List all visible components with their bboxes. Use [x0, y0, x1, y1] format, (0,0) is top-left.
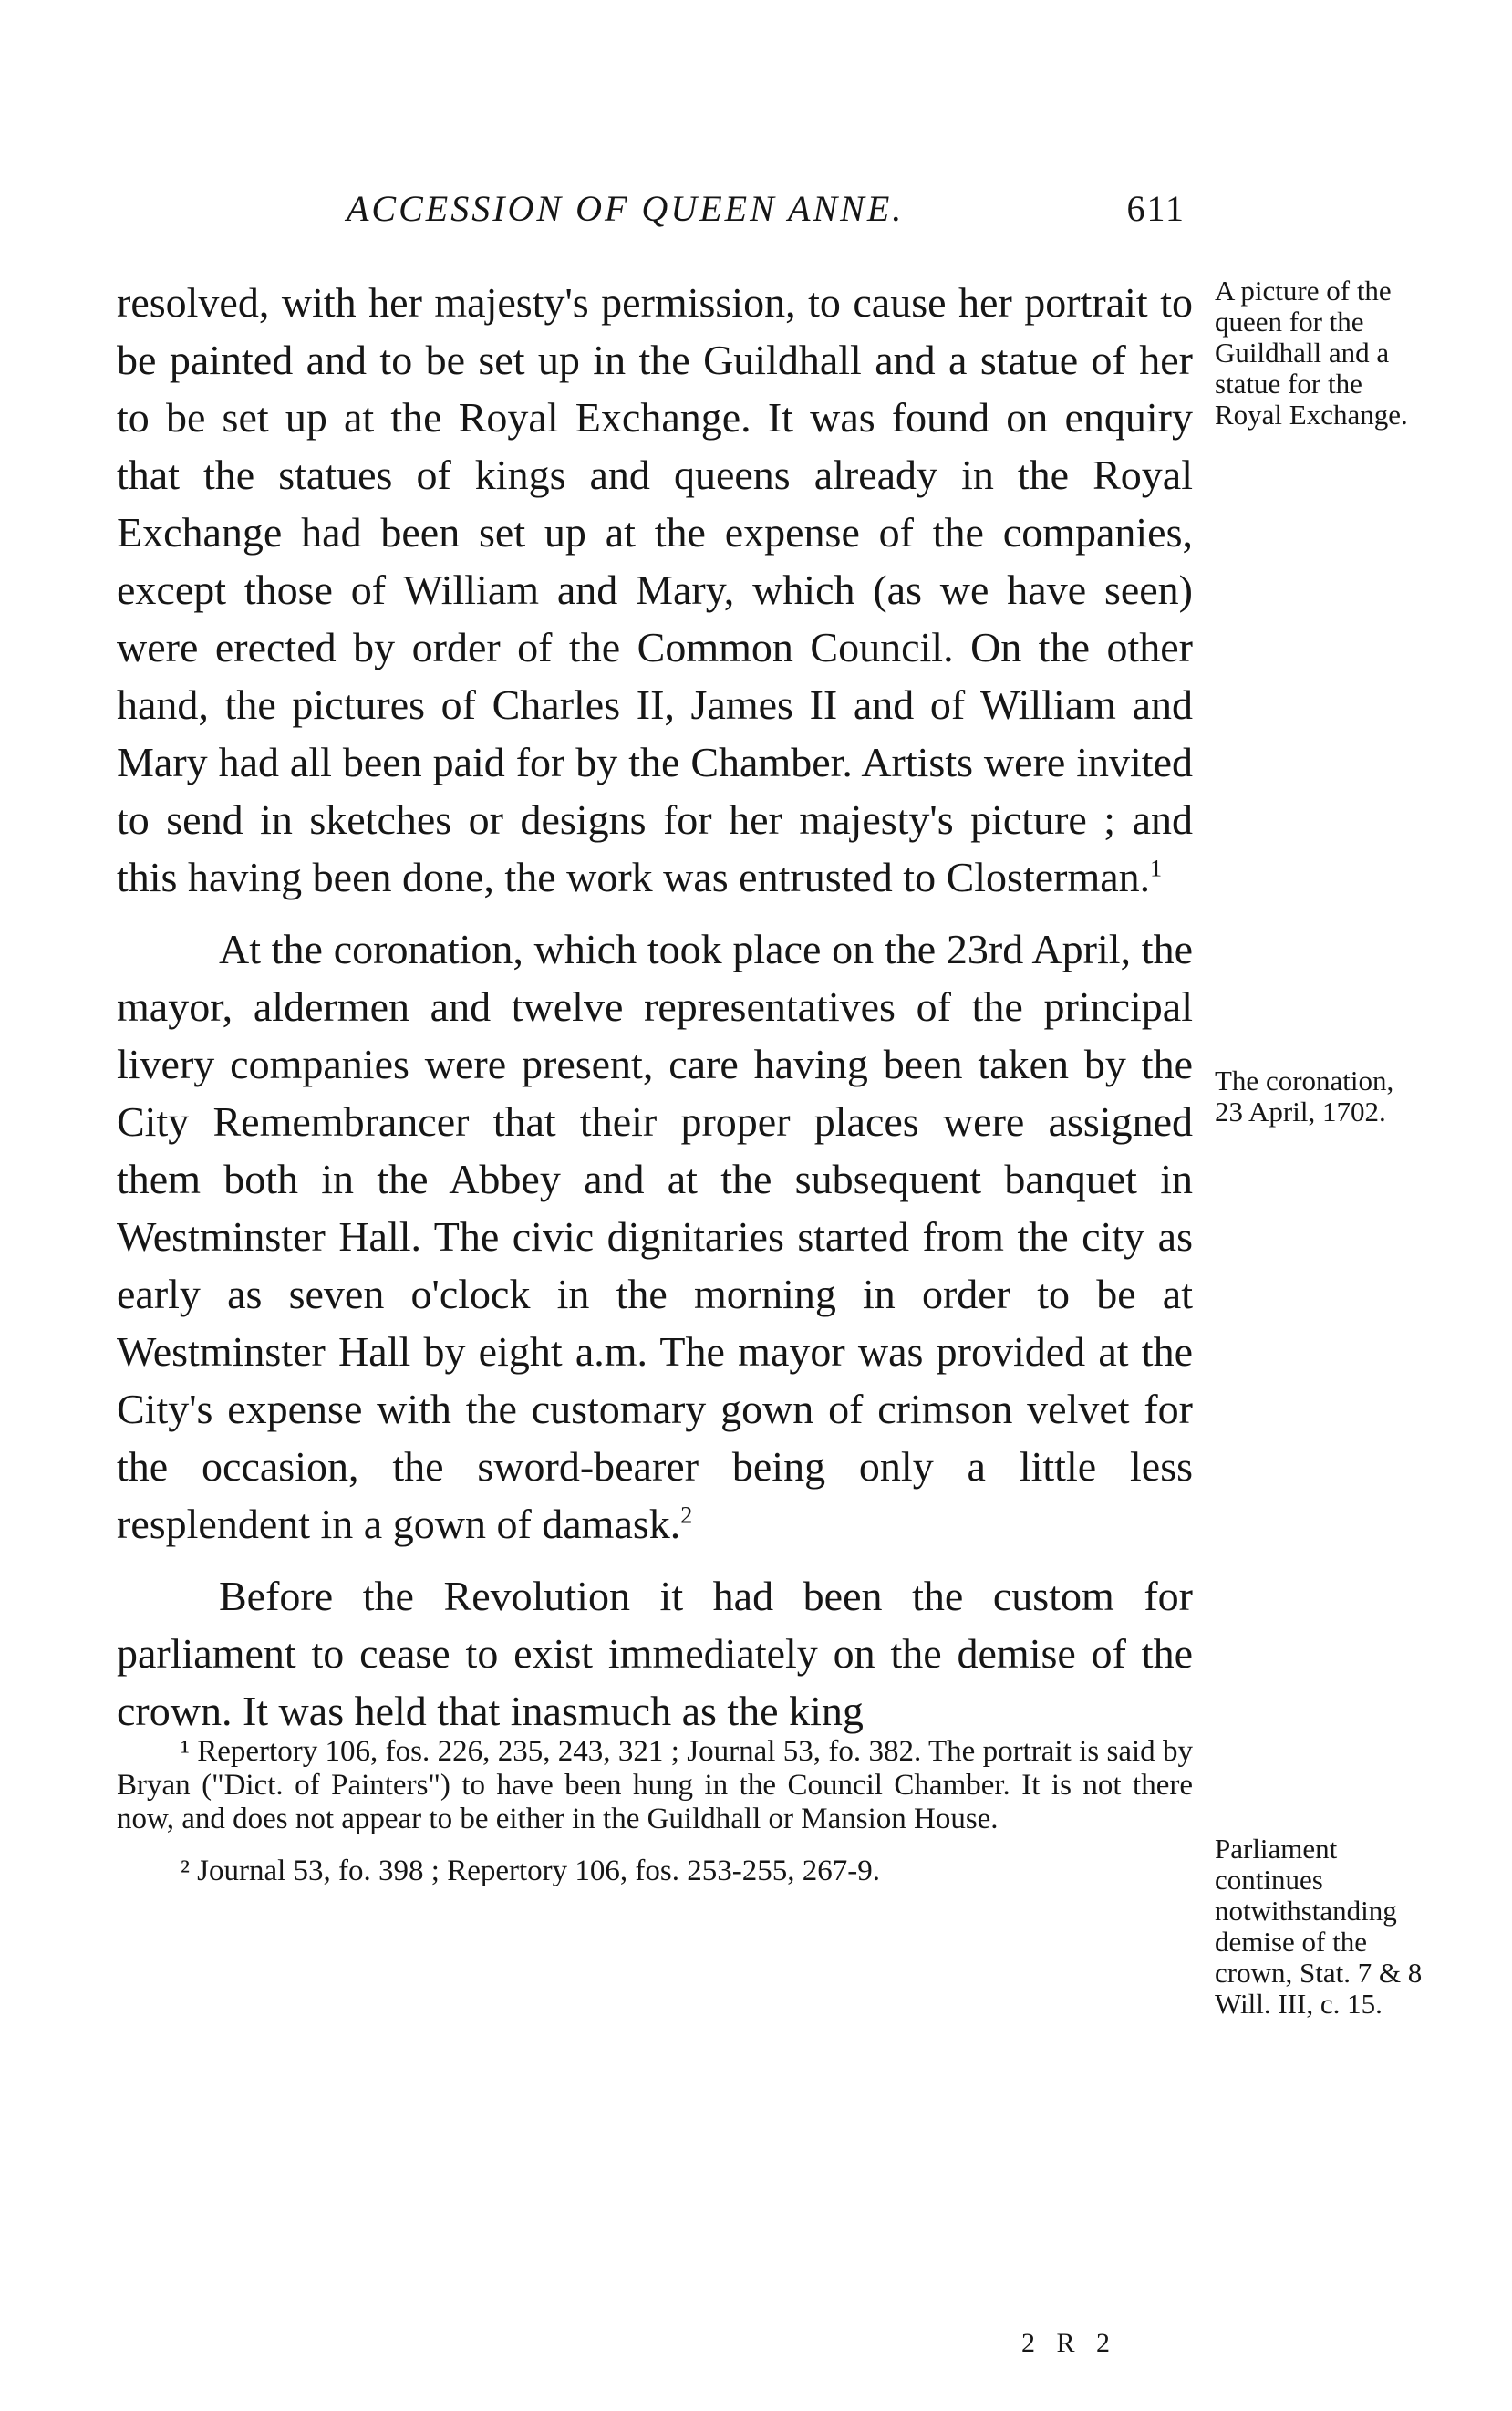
margin-note-coronation: The coronation, 23 April, 1702. [1215, 1065, 1394, 1128]
paragraph-3 [117, 1567, 1193, 1740]
page-header [119, 187, 1186, 242]
footnote-1: ¹ Repertory 106, fos. 226, 235, 243, 321 ; Journal 53, fo. 382. The portrait is said by Bryan ("Dict. of Painters") to have been hung in the Council Chamber. It is not there now, and does not appear to be either in the Guildhall or Mansion House. [117, 1735, 1193, 1835]
page-number: 611 [1126, 188, 1186, 229]
margin-note-portrait: A picture of the queen for the Guildhall and a statue for the Royal Exchange. [1215, 275, 1408, 431]
margin-note-parliament: Parliament continues notwithstanding demise of the crown, Stat. 7 & 8 Will. III, c. 15. [1215, 1833, 1423, 2020]
paragraph-2 [117, 920, 1193, 1553]
signature-mark: 2 R 2 [1021, 2328, 1118, 2358]
paragraph-1 [117, 274, 1193, 906]
footnote-ref: 1 [1150, 855, 1163, 882]
footnotes [117, 1735, 1193, 1888]
running-head: ACCESSION OF QUEEN ANNE. [347, 188, 905, 229]
main-text [117, 274, 1193, 1740]
footnote-ref: 2 [680, 1502, 693, 1529]
paragraph-text: resolved, with her majesty's permission, to cause her portrait to be painted and to be set up in the Guildhall and a statue of her to be set up at the Royal Exchange. It was found on enquiry that the statues of kings and queens already in the Royal Exchange had been set up at the expense of the companies, except those of William and Mary, which (as we have seen) were erected by order of the Common Council. On the other hand, the pictures of Charles II, James II and of William and Mary had all been paid for by the Chamber. Artists were invited to send in sketches or designs for her majesty's picture ; and this having been done, the work was entrusted to Closterman. [117, 279, 1193, 900]
paragraph-text: Before the Revolution it had been the custom for parliament to cease to exist immediately on the demise of the crown. It was held that inasmuch as the king [117, 1573, 1193, 1734]
paragraph-text: At the coronation, which took place on the 23rd April, the mayor, aldermen and twelve representatives of the principal livery companies were present, care having been taken by the City Remembrancer that their proper places were assigned them both in the Abbey and at the subsequent banquet in Westminster Hall. The civic dignitaries started from the city as early as seven o'clock in the morning in order to be at Westminster Hall by eight a.m. The mayor was provided at the City's expense with the customary gown of crimson velvet for the occasion, the sword-bearer being only a little less resplendent in a gown of damask. [117, 926, 1193, 1547]
footnote-2: ² Journal 53, fo. 398 ; Repertory 106, fos. 253-255, 267-9. [181, 1855, 880, 1887]
